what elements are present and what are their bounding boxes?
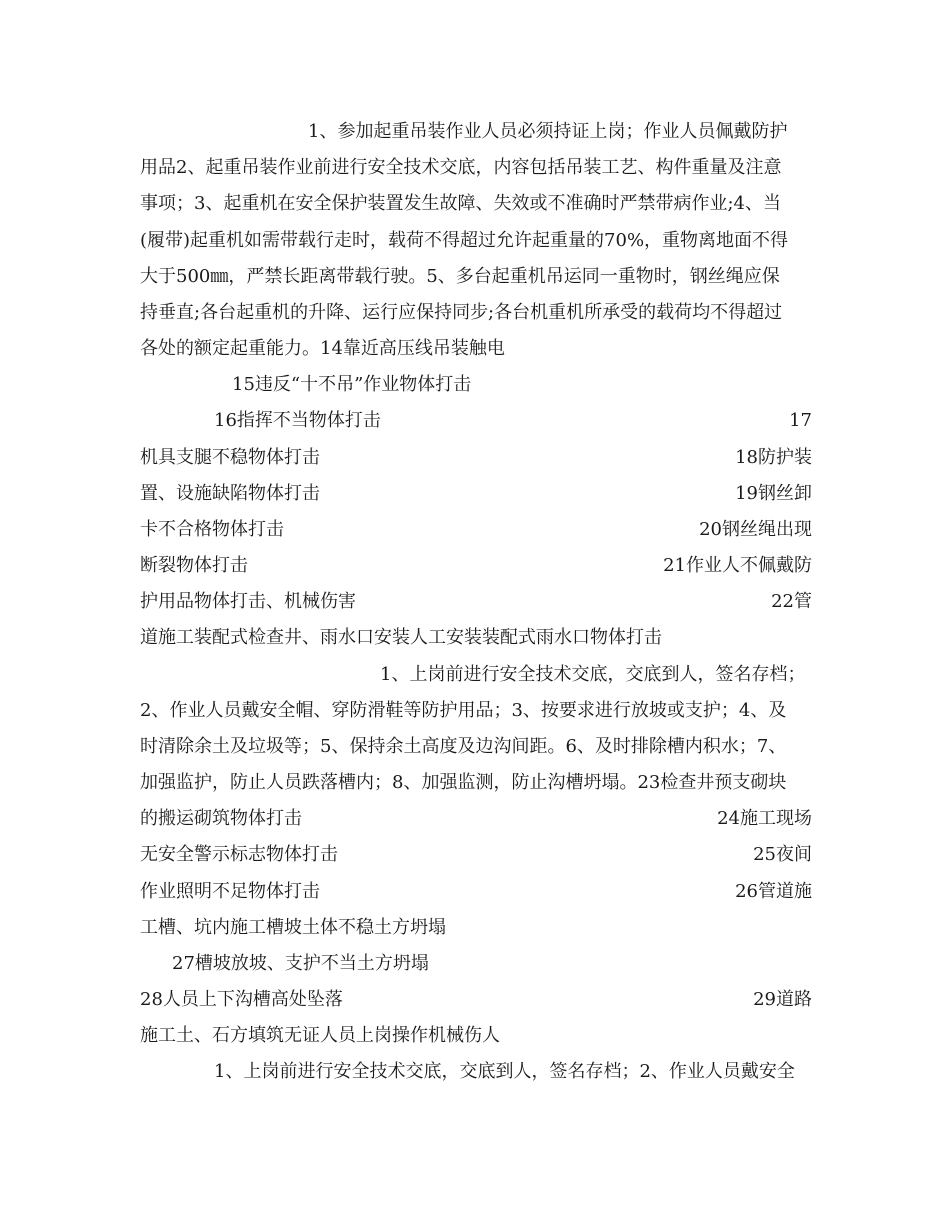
line-text: 置、设施缺陷物体打击 [140,483,320,504]
line-text-right: 18防护装 [735,447,812,468]
text-line [140,117,812,147]
text-line [140,587,812,617]
line-text: 道施工装配式检查井、雨水口安装人工安装装配式雨水口物体打击 [140,627,662,648]
line-text: 的搬运砌筑物体打击 [140,808,302,829]
line-text: 断裂物体打击 [140,555,248,576]
line-text: 施工土、石方填筑无证人员上岗操作机械伤人 [140,1025,500,1046]
line-text-right: 19钢丝卸 [735,483,812,504]
line-text-right: 29道路 [753,989,812,1010]
line-text: 用品2、起重吊装作业前进行安全技术交底，内容包括吊装工艺、构件重量及注意 [140,157,782,178]
text-line [140,877,812,907]
text-line [140,153,812,183]
text-line [140,1057,812,1087]
text-line [140,515,812,545]
line-text-right: 22管 [771,591,812,612]
line-text-right: 17 [789,410,812,431]
line-text: 1、上岗前进行安全技术交底，交底到人，签名存档； [380,664,806,685]
text-line [140,913,812,943]
text-line [140,840,812,870]
text-line [140,804,812,834]
text-line [140,443,812,473]
text-line [140,406,812,436]
text-line [140,985,812,1015]
line-text: 机具支腿不稳物体打击 [140,447,320,468]
line-text: 护用品物体打击、机械伤害 [140,591,356,612]
text-line [140,551,812,581]
line-text: 15违反“十不吊”作业物体打击 [232,374,472,395]
line-text: (履带)起重机如需带载行走时，载荷不得超过允许起重量的70%，重物离地面不得 [140,230,789,251]
text-line [140,623,812,653]
line-text: 各处的额定起重能力。14靠近高压线吊装触电 [140,338,505,359]
text-line [140,262,812,292]
line-text: 时清除余土及垃圾等；5、保持余土高度及边沟间距。6、及时排除槽内积水；7、 [140,736,787,757]
text-line [140,479,812,509]
line-text-right: 21作业人不佩戴防 [663,555,812,576]
line-text: 1、上岗前进行安全技术交底，交底到人，签名存档；2、作业人员戴安全 [214,1061,795,1082]
line-text: 事项；3、起重机在安全保护装置发生故障、失效或不准确时严禁带病作业;4、当 [140,193,781,214]
line-text-right: 26管道施 [735,881,812,902]
text-line [140,768,812,798]
text-line [140,696,812,726]
line-text: 27槽坡放坡、支护不当土方坍塌 [172,953,429,974]
line-text: 卡不合格物体打击 [140,519,284,540]
line-text-right: 25夜间 [753,844,812,865]
text-line [140,660,812,690]
text-line [140,732,812,762]
line-text-right: 20钢丝绳出现 [699,519,812,540]
text-line [140,949,812,979]
line-text: 作业照明不足物体打击 [140,881,320,902]
line-text: 无安全警示标志物体打击 [140,844,338,865]
line-text-right: 24施工现场 [717,808,812,829]
line-text: 16指挥不当物体打击 [214,410,381,431]
text-line [140,298,812,328]
line-text: 1、参加起重吊装作业人员必须持证上岗；作业人员佩戴防护 [308,121,788,142]
text-line [140,370,812,400]
text-line [140,1021,812,1051]
text-line [140,189,812,219]
line-text: 加强监护，防止人员跌落槽内；8、加强监测，防止沟槽坍塌。23检查井预支砌块 [140,772,787,793]
line-text: 2、作业人员戴安全帽、穿防滑鞋等防护用品；3、按要求进行放坡或支护；4、及 [140,700,787,721]
line-text: 大于500㎜，严禁长距离带载行驶。5、多台起重机吊运同一重物时，钢丝绳应保 [140,266,780,287]
text-line [140,226,812,256]
line-text: 28人员上下沟槽高处坠落 [140,989,343,1010]
line-text: 持垂直;各台起重机的升降、运行应保持同步;各台机重机所承受的载荷均不得超过 [140,302,783,323]
text-line [140,334,812,364]
line-text: 工槽、坑内施工槽坡土体不稳土方坍塌 [140,917,446,938]
